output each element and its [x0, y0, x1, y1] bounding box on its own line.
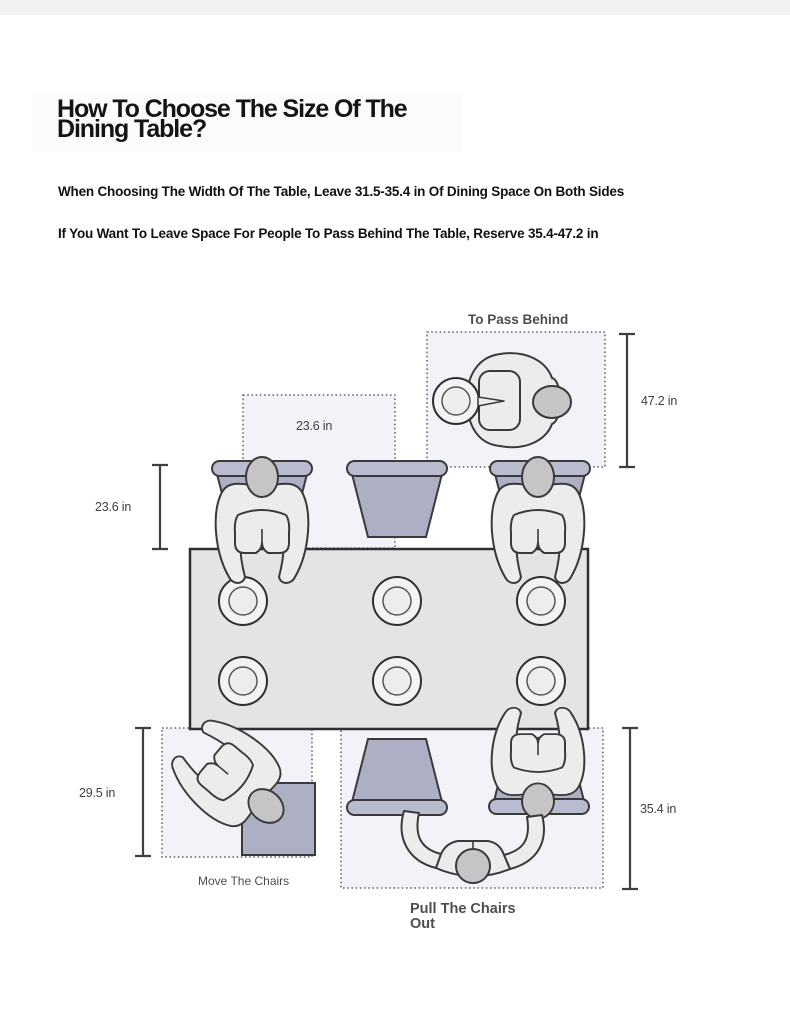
plate [219, 577, 267, 625]
pull-chairs-measurement: 35.4 in [640, 802, 677, 816]
pull-chairs-label-line1: Pull The Chairs [410, 901, 516, 917]
measure-line-pass-behind [619, 334, 635, 467]
pass-behind-label: To Pass Behind [468, 312, 569, 327]
title-line-1: How To Choose The Size Of The [57, 95, 407, 123]
title-line-2: Dining Table? [57, 115, 207, 143]
plate [219, 657, 267, 705]
table-width-measurement: 23.6 in [296, 419, 333, 433]
paragraph-width-advice: When Choosing The Width Of The Table, Leave 31.5-35.4 in Of Dining Space On Both Sides [58, 184, 624, 199]
plate [517, 657, 565, 705]
measure-line-pull-chairs [622, 728, 638, 889]
plate [373, 657, 421, 705]
dining-table-diagram [0, 295, 790, 955]
page-title [57, 95, 477, 143]
carried-plate [433, 378, 479, 424]
pull-chairs-label-line2: Out [410, 916, 435, 932]
plate [517, 577, 565, 625]
paragraph-pass-advice: If You Want To Leave Space For People To Pass Behind The Table, Reserve 35.4-47.2 in [58, 226, 599, 241]
move-chairs-measurement: 29.5 in [79, 786, 116, 800]
top-gray-bar [0, 0, 790, 15]
puller-head [456, 849, 490, 883]
measure-line-dining-side [152, 465, 168, 549]
move-chairs-label: Move The Chairs [198, 874, 290, 888]
pass-behind-measurement: 47.2 in [641, 394, 678, 408]
plate [373, 577, 421, 625]
dining-side-measurement: 23.6 in [95, 500, 132, 514]
measure-line-move-chairs [135, 728, 151, 856]
walker-head [533, 386, 571, 418]
